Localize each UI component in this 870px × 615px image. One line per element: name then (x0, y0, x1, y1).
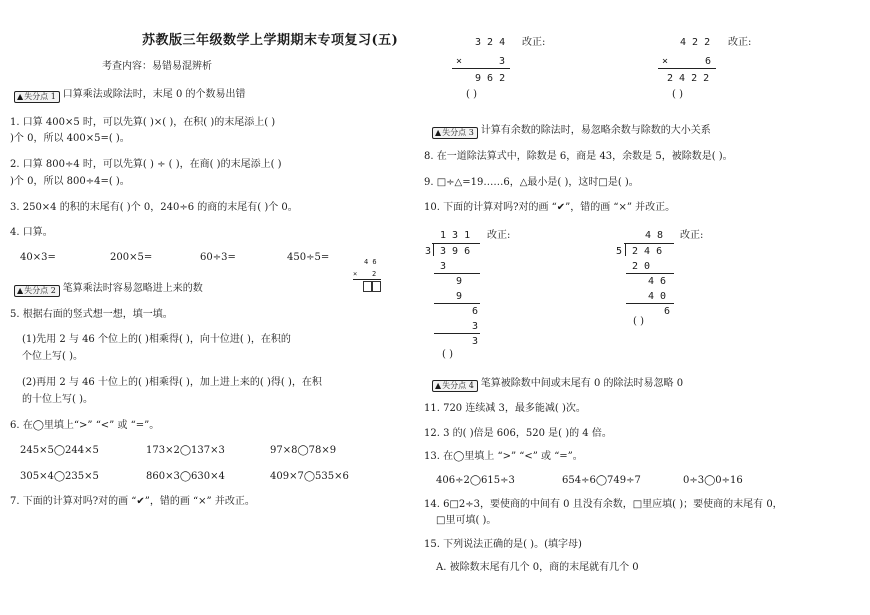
question-2-line2: )个 0，所以 800÷4=( )。 (10, 176, 130, 187)
q5-part2-a: (2)再用 2 与 46 十位上的( )相乘得( )，加上进上来的( )得( )，在积 (22, 377, 322, 388)
question-14-line2: □里可填( )。 (436, 515, 497, 526)
question-1-line2: )个 0，所以 400×5=( )。 (10, 133, 130, 144)
question-1-line1: 1. 口算 400×5 时，可以先算( )×( )，在积( )的末尾添上( ) (10, 117, 276, 128)
question-7: 7. 下面的计算对吗?对的画 “✔”，错的画 “×” 并改正。 (10, 496, 255, 507)
calc1-n1: 3 2 4 (475, 37, 506, 48)
div2-divisor: 5 (616, 246, 623, 257)
div2-quotient: 4 8 (645, 230, 664, 241)
q6-item: 305×4◯235×5 (20, 471, 99, 482)
calc2-n2: 6 (705, 56, 712, 67)
q13-item: 406÷2◯615÷3 (436, 475, 515, 486)
div1-dividend: 3 9 6 (440, 246, 471, 257)
q6-item: 409×7◯535×6 (270, 471, 349, 482)
warning-triangle-icon: ▲ (17, 92, 24, 101)
q4-item: 60÷3= (200, 252, 236, 263)
question-9: 9. □÷△=19……6，△最小是( )，这时□是( )。 (424, 177, 639, 188)
q6-item: 97×8◯78×9 (270, 445, 337, 456)
mini-top: 4 6 (364, 258, 377, 266)
question-12: 12. 3 的( )倍是 606，520 是( )的 4 倍。 (424, 428, 612, 439)
calc2-n1: 4 2 2 (680, 37, 711, 48)
section-4: ▲失分点 4 笔算被除数中间或末尾有 0 的除法时易忽略 0 (432, 377, 683, 390)
q4-item: 200×5= (110, 252, 153, 263)
calc1-op: × (456, 56, 463, 67)
calc2-res: 2 4 2 2 (667, 73, 710, 84)
q6-item: 173×2◯137×3 (146, 445, 225, 456)
page-subtitle: 考查内容：易错易混辨析 (102, 61, 212, 72)
warning-triangle-icon: ▲ (435, 381, 442, 390)
div1-step: 9 (456, 276, 463, 287)
div1-fix: 改正: (487, 230, 511, 241)
mini-box (372, 281, 381, 292)
question-6-label: 6. 在◯里填上“>” “<” 或 “=”。 (10, 420, 160, 431)
div2-fix: 改正: (680, 230, 704, 241)
div2-dividend: 2 4 6 (632, 246, 663, 257)
div1-quotient: 1 3 1 (440, 230, 471, 241)
div1-paren: ( ) (442, 349, 453, 360)
div1-step: 6 (472, 306, 479, 317)
question-15-label: 15. 下列说法正确的是( )。(填字母) (424, 539, 582, 550)
q5-part1-a: (1)先用 2 与 46 个位上的( )相乘得( )，向十位进( )，在积的 (22, 334, 291, 345)
section-2: ▲失分点 2 笔算乘法时容易忽略进上来的数 (14, 282, 203, 295)
question-5-label: 5. 根据右面的竖式想一想，填一填。 (10, 309, 173, 320)
calc2-op: × (662, 56, 669, 67)
section-1: ▲失分点 1 口算乘法或除法时，末尾 0 的个数易出错 (14, 88, 246, 101)
q15-option-a: A. 被除数末尾有几个 0，商的末尾就有几个 0 (436, 562, 639, 573)
warning-triangle-icon: ▲ (435, 128, 442, 137)
div1-step: 3 (472, 321, 479, 332)
q6-item: 245×5◯244×5 (20, 445, 99, 456)
question-3: 3. 250×4 的积的末尾有( )个 0，240÷6 的商的末尾有( )个 0。 (10, 202, 298, 213)
div1-remainder: 3 (472, 336, 479, 347)
section-tag: ▲失分点 1 (14, 91, 60, 103)
section-3: ▲失分点 3 计算有余数的除法时，易忽略余数与除数的大小关系 (432, 124, 711, 137)
mini-op: × (353, 270, 358, 278)
mini-box (363, 281, 372, 292)
calc1-paren: ( ) (466, 89, 477, 100)
question-13-label: 13. 在◯里填上 “>” “<” 或 “=”。 (424, 451, 583, 462)
section-tag: ▲失分点 3 (432, 127, 478, 139)
q5-part1-b: 个位上写( )。 (22, 351, 83, 362)
q4-item: 40×3= (20, 252, 56, 263)
calc1-res: 9 6 2 (475, 73, 506, 84)
q4-item: 450÷5= (287, 252, 330, 263)
question-11: 11. 720 连续减 3，最多能减( )次。 (424, 403, 586, 414)
question-4-label: 4. 口算。 (10, 227, 53, 238)
q13-item: 654÷6◯749÷7 (562, 475, 641, 486)
section-tag: ▲失分点 2 (14, 285, 60, 297)
div2-step: 2 0 (632, 261, 651, 272)
mini-bottom: 2 (372, 270, 377, 278)
q5-part2-b: 的十位上写( )。 (22, 394, 93, 405)
div2-remainder: 6 (664, 306, 671, 317)
calc2-fix: 改正: (728, 37, 752, 48)
question-8: 8. 在一道除法算式中，除数是 6，商是 43，余数是 5，被除数是( )。 (424, 151, 733, 162)
div2-step: 4 6 (648, 276, 667, 287)
div2-step: 4 0 (648, 291, 667, 302)
calc1-fix: 改正: (522, 37, 546, 48)
question-14-line1: 14. 6□2÷3，要使商的中间有 0 且没有余数，□里应填( )；要使商的末尾有 0， (424, 499, 783, 510)
question-2-line1: 2. 口算 800÷4 时，可以先算( ) ÷ ( )，在商( )的末尾添上( ) (10, 159, 282, 170)
q6-item: 860×3◯630×4 (146, 471, 225, 482)
calc1-n2: 3 (499, 56, 506, 67)
div2-paren: ( ) (633, 316, 644, 327)
div1-divisor: 3 (425, 246, 432, 257)
calc2-paren: ( ) (672, 89, 683, 100)
div1-step: 3 (440, 261, 447, 272)
q13-item: 0÷3◯0÷16 (683, 475, 743, 486)
page-title: 苏教版三年级数学上学期期末专项复习(五) (142, 33, 399, 48)
warning-triangle-icon: ▲ (17, 286, 24, 295)
question-10: 10. 下面的计算对吗?对的画 “✔”，错的画 “×” 并改正。 (424, 202, 676, 213)
section-tag: ▲失分点 4 (432, 380, 478, 392)
div1-step: 9 (456, 291, 463, 302)
